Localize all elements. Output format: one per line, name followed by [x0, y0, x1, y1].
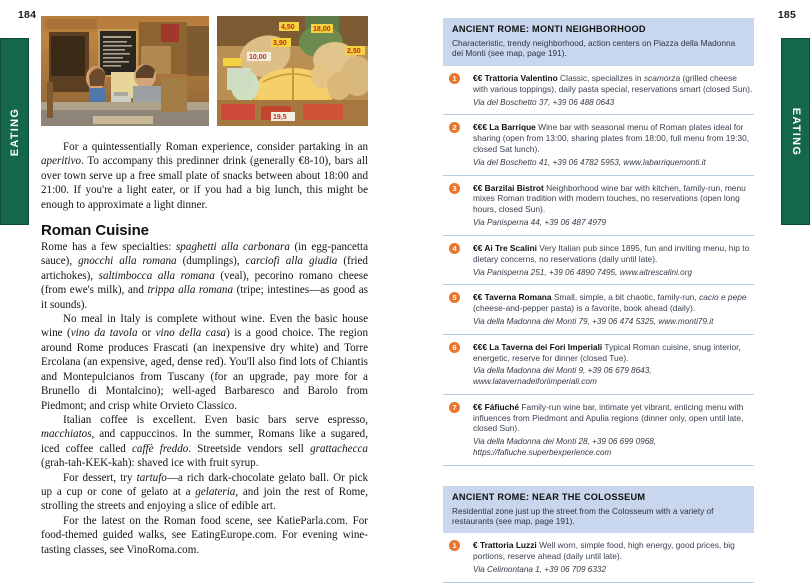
restaurant-entry[interactable] — [443, 66, 754, 115]
restaurant-address: Via della Madonna dei Monti 28, +39 06 699 0968, https://fafiuche.superbexperience.com — [473, 437, 657, 457]
paragraph-aperitivo: For a quintessentially Roman experience, consider partaking in an aperitivo. To accompany this predinner drink (generally €8-10), bars all over town serve up a free small plate of snacks between about 18:00 and 21:00. If you're a light eater, or if you had a big lunch, this might be enough to approximate a light dinner. — [41, 141, 368, 211]
map-number-badge-icon: 1 — [449, 73, 460, 84]
cheese-market-photo — [217, 16, 368, 126]
restaurant-name: €€€ La Barrique — [473, 122, 536, 133]
svg-text:2,50: 2,50 — [347, 48, 361, 55]
restaurant-address: Via della Madonna dei Monti 9, +39 06 679 8643, www.latavernadeiforiimperiali.com — [473, 366, 652, 387]
restaurant-name: €€ Trattoria Valentino — [473, 72, 558, 83]
left-page-body — [41, 140, 368, 557]
map-number-badge-icon: 5 — [449, 292, 460, 303]
restaurant-entry[interactable] — [443, 285, 754, 334]
restaurant-address: Via Panisperna 251, +39 06 4890 7495, www.aitrescalini.org — [473, 267, 693, 277]
chapter-tab-left-label: EATING — [8, 107, 21, 156]
paragraph-specialties: Rome has a few specialties: spaghetti alla carbonara (in egg-pancetta sauce), gnocchi alla romana (dumplings), carciofi alla giudia (fried artichokes), saltimbocca alla romana (veal), pecorino romano cheese (from ewe's milk), and trippa alla romana (tripe; intestines—as good as it sounds). — [41, 241, 368, 311]
map-number-badge-icon: 1 — [449, 540, 460, 551]
restaurant-name: €€ Taverna Romana — [473, 292, 552, 303]
restaurant-address: Via del Boschetto 37, +39 06 488 0643 — [473, 97, 615, 107]
svg-text:10,00: 10,00 — [249, 54, 267, 61]
page-number-left: 184 — [18, 9, 37, 21]
restaurant-name: €€€ La Taverna dei Fori Imperiali — [473, 341, 603, 352]
neighborhood-description: Characteristic, trendy neighborhood, action centers on Piazza della Madonna dei Monti (see map, page 191). — [452, 38, 736, 59]
restaurant-description: € Trattoria Luzzi Well worn, simple food, high energy, good prices, big portions, reserve ahead (daily until late). — [473, 540, 735, 562]
section-heading-roman-cuisine: Roman Cuisine — [41, 222, 149, 240]
section-spacer — [443, 466, 754, 486]
map-number-badge-icon: 3 — [449, 183, 460, 194]
restaurant-entry[interactable] — [443, 335, 754, 395]
paragraph-coffee: Italian coffee is excellent. Even basic bars serve espresso, macchiatos, and cappuccinos. In the summer, Romans like a sugared, iced coffee called caffè freddo. Streetside vendors sell grattachecca (grah-tah-KEK-kah): shaved ice with fruit syrup. — [41, 413, 368, 470]
restaurant-address: Via Celimontana 1, +39 06 709 6332 — [473, 565, 606, 575]
left-page — [0, 0, 405, 556]
restaurant-description: €€ Ai Tre Scalini Very Italian pub since 1895, fun and inviting menu, hip to dietary concerns, no reservations (daily until late). — [473, 242, 750, 264]
chapter-tab-right-label: EATING — [789, 107, 802, 156]
chapter-tab-right — [781, 38, 810, 225]
paragraph-resources: For the latest on the Roman food scene, see KatieParla.com. For food-themed guided walks, see EatingEurope.com. For evening wine-tasting classes, see VinoRoma.com. — [41, 514, 368, 556]
restaurant-description: €€€ La Barrique Wine bar with seasonal menu of Roman plates ideal for sharing (open from 13:00, sharing plates from 18:00, full menu from 19:30, closed Sat lunch). — [473, 122, 750, 155]
restaurant-name: €€ Barzilai Bistrot — [473, 182, 544, 193]
restaurant-name: €€ Ai Tre Scalini — [473, 242, 537, 253]
restaurant-entry[interactable] — [443, 176, 754, 236]
svg-text:19,5: 19,5 — [273, 114, 287, 121]
restaurant-entry[interactable] — [443, 115, 754, 175]
restaurant-listings — [443, 18, 754, 583]
page-number-right: 185 — [777, 9, 796, 21]
restaurant-description: €€€ La Taverna dei Fori Imperiali Typical Roman cuisine, snug interior, energetic, reserve for dinner (closed Tue). — [473, 341, 741, 363]
neighborhood-header — [443, 486, 754, 534]
paragraph-wine: No meal in Italy is complete without wine. Even the basic house wine (vino da tavola or vino della casa) is a good choice. The region around Rome produces Frascati (an inexpensive dry white) and Torre Ercolana (an expensive, aged, dense red). You'll also find lots of Chiantis and Montepulcianos from Tuscany (for an upgrade, pay more for a Brunello di Montalcino); well-aged Barbaresco and Barolo from Piedmont; and crisp white Orvieto Classico. — [41, 313, 368, 412]
restaurant-description: €€ Trattoria Valentino Classic, specializes in scamorza (grilled cheese with various toppings), daily pasta special, reservations smart (closed Sun). — [473, 72, 753, 94]
svg-text:18,00: 18,00 — [313, 26, 331, 33]
photo-strip — [41, 16, 368, 126]
neighborhood-description: Residential zone just up the street from the Colosseum with a variety of restaurants (see map, page 191). — [452, 505, 714, 526]
neighborhood-title: ANCIENT ROME: NEAR THE COLOSSEUM — [452, 491, 646, 502]
neighborhood-title: ANCIENT ROME: MONTI NEIGHBORHOOD — [452, 24, 646, 34]
map-number-badge-icon: 4 — [449, 243, 460, 254]
svg-text:4,50: 4,50 — [281, 24, 295, 31]
restaurant-entry[interactable] — [443, 236, 754, 285]
restaurant-name: €€ Fáfiuché — [473, 401, 520, 412]
paragraph-dessert: For dessert, try tartufo—a rich dark-chocolate gelato ball. Or pick up a cup or cone of gelato at a gelateria, and join the rest of Rome, strolling the streets and enjoying a slice of edible art. — [41, 471, 368, 513]
chapter-tab-left — [0, 38, 29, 225]
restaurant-entry[interactable] — [443, 395, 754, 466]
map-number-badge-icon: 6 — [449, 342, 460, 353]
restaurant-address: Via del Boschetto 41, +39 06 4782 5953, www.labarriquemonti.it — [473, 157, 706, 167]
restaurant-address: Via della Madonna dei Monti 79, +39 06 474 5325, www.monti79.it — [473, 317, 714, 327]
svg-text:3,90: 3,90 — [273, 40, 287, 47]
cafe-diners-photo — [41, 16, 209, 126]
restaurant-description: €€ Barzilai Bistrot Neighborhood wine bar with kitchen, family-run, menu mixes Roman tradition with modern touches, no reservations (open long hours, closed Sun). — [473, 182, 746, 215]
map-number-badge-icon: 2 — [449, 122, 460, 133]
map-number-badge-icon: 7 — [449, 402, 460, 413]
restaurant-description: €€ Fáfiuché Family-run wine bar, intimate yet vibrant, enticing menu with influences from Piedmont and Apulia regions (dinner only, open until late, closed Sun). — [473, 401, 744, 434]
restaurant-name: € Trattoria Luzzi — [473, 540, 537, 551]
restaurant-description: €€ Taverna Romana Small, simple, a bit chaotic, family-run, cacio e pepe (cheese-and-pepper pasta) is a favorite, book ahead (daily). — [473, 292, 747, 314]
neighborhood-header — [443, 18, 754, 66]
restaurant-address: Via Panisperna 44, +39 06 487 4979 — [473, 218, 607, 228]
restaurant-entry[interactable] — [443, 533, 754, 582]
